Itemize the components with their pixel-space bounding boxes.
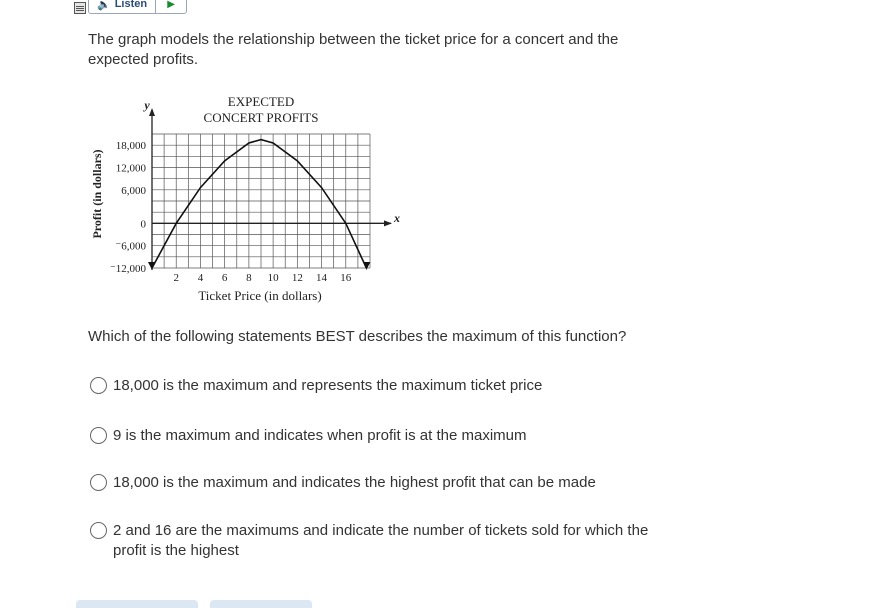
question-text: Which of the following statements BEST describes the maximum of this function? xyxy=(88,328,627,345)
radio-button[interactable] xyxy=(90,377,107,394)
y-axis-letter: y xyxy=(144,98,150,112)
y-tick-label: 18,000 xyxy=(115,140,146,153)
option-text: 2 and 16 are the maximums and indicate the number of tickets sold for which the profit is the highest xyxy=(113,522,649,559)
question-prompt: The graph models the relationship between the ticket price for a concert and the expected profits. xyxy=(88,31,619,68)
x-tick-label: 14 xyxy=(316,272,328,284)
y-tick-label: 6,000 xyxy=(121,184,146,197)
profit-chart xyxy=(86,88,416,310)
document-icon[interactable] xyxy=(74,2,86,14)
y-tick-label: ⁻6,000 xyxy=(115,240,146,253)
x-tick-label: 8 xyxy=(246,272,252,284)
answer-option-4[interactable] xyxy=(90,521,658,561)
x-tick-label: 10 xyxy=(267,272,279,284)
speaker-icon: 🔈 xyxy=(97,0,111,11)
radio-button[interactable] xyxy=(90,522,107,539)
option-text: 9 is the maximum and indicates when profit is at the maximum xyxy=(113,427,527,444)
x-tick-label: 2 xyxy=(173,272,179,284)
option-text: 18,000 is the maximum and indicates the highest profit that can be made xyxy=(113,474,596,491)
play-icon: ▶ xyxy=(167,0,175,10)
play-button[interactable] xyxy=(156,0,186,13)
x-tick-label: 6 xyxy=(221,272,228,284)
listen-toolbar xyxy=(74,0,187,12)
x-tick-label: 16 xyxy=(340,272,352,284)
x-tick-label: 12 xyxy=(291,272,303,284)
footer-button-1[interactable] xyxy=(76,600,198,608)
chart-title-line2: CONCERT PROFITS xyxy=(203,110,319,125)
listen-control xyxy=(88,0,187,14)
answer-option-2[interactable] xyxy=(90,426,658,446)
radio-button[interactable] xyxy=(90,474,107,491)
answer-option-1[interactable] xyxy=(90,376,658,396)
y-tick-label: 12,000 xyxy=(115,162,146,175)
answer-option-3[interactable] xyxy=(90,473,658,493)
x-axis-arrow xyxy=(384,220,392,226)
listen-button[interactable] xyxy=(89,0,156,13)
radio-button[interactable] xyxy=(90,427,107,444)
chart-title-line1: EXPECTED xyxy=(227,94,295,109)
x-axis-letter: x xyxy=(394,211,400,225)
y-tick-label: 0 xyxy=(140,218,146,231)
listen-label: Listen xyxy=(114,0,148,10)
option-text: 18,000 is the maximum and represents the maximum ticket price xyxy=(113,377,543,394)
footer-button-2[interactable] xyxy=(210,600,312,608)
y-tick-label: ⁻12,000 xyxy=(109,263,146,275)
chart-x-label: Ticket Price (in dollars) xyxy=(198,288,322,303)
chart-y-label: Profit (in dollars) xyxy=(90,149,104,239)
x-tick-label: 4 xyxy=(197,272,204,284)
